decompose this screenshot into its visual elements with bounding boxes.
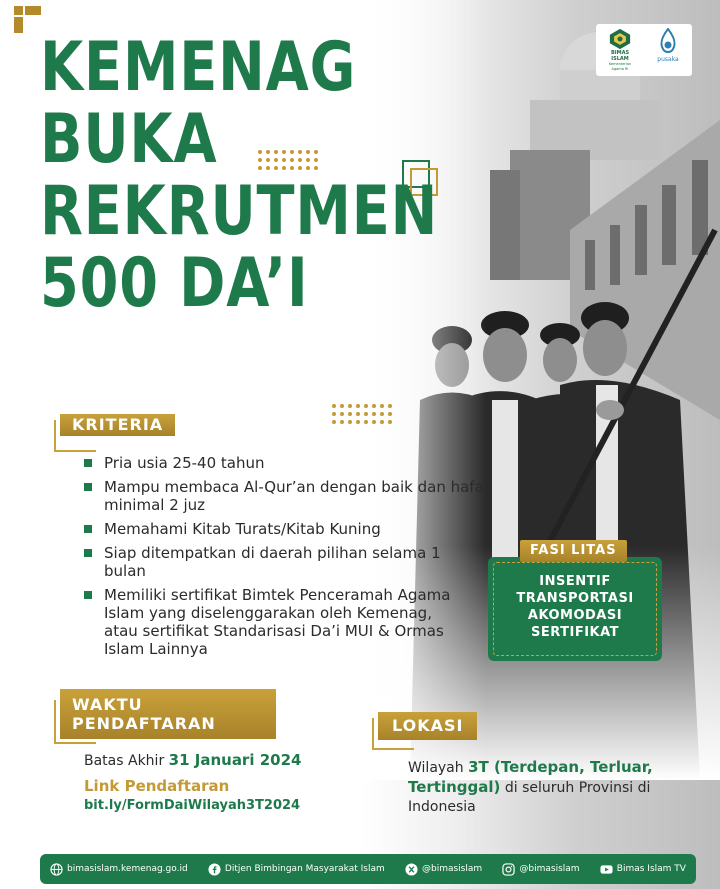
- headline-line: REKRUTMEN: [40, 172, 439, 251]
- lokasi-details: [408, 758, 698, 817]
- fasilitas-box: [488, 557, 662, 661]
- lokasi-prefix: Wilayah: [408, 760, 464, 776]
- instagram-icon: [502, 863, 515, 876]
- list-item: INSENTIF: [539, 574, 611, 589]
- kemenag-emblem-icon: [607, 28, 633, 50]
- footer-facebook-text: Ditjen Bimbingan Masyarakat Islam: [224, 864, 385, 874]
- waktu-title-line: WAKTU: [72, 695, 143, 714]
- footer-bar: [40, 854, 696, 884]
- headline-line: BUKA: [40, 100, 218, 179]
- list-item: Mampu membaca Al-Qur’an dengan baik dan hafal minimal 2 juz: [84, 478, 494, 514]
- footer-website-text: bimasislam.kemenag.go.id: [67, 864, 188, 874]
- registration-link[interactable]: bit.ly/FormDaiWilayah3T2024: [84, 798, 301, 813]
- list-item: Memiliki sertifikat Bimtek Penceramah Agama Islam yang diselenggarakan oleh Kemenag, atau sertifikat Standarisasi Da’i MUI & Ormas Islam Lainnya: [84, 586, 454, 658]
- footer-instagram-text: @bimasislam: [519, 864, 580, 874]
- list-item: Memahami Kitab Turats/Kitab Kuning: [84, 520, 504, 538]
- batas-date: 31 Januari 2024: [168, 751, 302, 769]
- list-item: SERTIFIKAT: [530, 625, 620, 640]
- list-item: Pria usia 25-40 tahun: [84, 454, 504, 472]
- pusaka-emblem-icon: [657, 28, 679, 56]
- kemenag-logo-subtext: Kementerian Agama RI: [608, 62, 632, 71]
- list-item: AKOMODASI: [527, 608, 623, 623]
- globe-icon: [50, 863, 63, 876]
- link-label: Link Pendaftaran: [84, 777, 230, 795]
- fasilitas-badge: FASI LITAS: [520, 540, 627, 562]
- lokasi-highlight: 3T (Terdepan, Terluar, Tertinggal): [408, 758, 653, 796]
- lokasi-badge: LOKASI: [378, 712, 477, 740]
- pusaka-logo: [651, 28, 685, 72]
- kriteria-list: [84, 454, 504, 664]
- footer-youtube-text: Bimas Islam TV: [616, 864, 686, 874]
- x-icon: [405, 863, 418, 876]
- facebook-icon: [208, 863, 221, 876]
- youtube-icon: [600, 863, 613, 876]
- list-item: Siap ditempatkan di daerah pilihan selama 1 bulan: [84, 544, 454, 580]
- waktu-details: [84, 750, 384, 815]
- batas-label: Batas Akhir: [84, 753, 165, 769]
- decorative-dots-icon: [332, 404, 392, 424]
- fasilitas-list: [488, 573, 662, 641]
- headline-line: 500 DA’I: [40, 244, 309, 323]
- logo-group: [596, 24, 692, 76]
- batas-akhir: [84, 750, 384, 771]
- list-item: TRANSPORTASI: [516, 591, 634, 606]
- kriteria-badge: KRITERIA: [60, 414, 175, 436]
- waktu-title-line: PENDAFTARAN: [72, 714, 216, 733]
- footer-x-text: @bimasislam: [421, 864, 483, 874]
- footer-facebook[interactable]: [208, 863, 385, 876]
- kemenag-logo-text: BIMAS ISLAM: [610, 50, 630, 62]
- kemenag-logo: [603, 28, 637, 72]
- footer-instagram[interactable]: [502, 863, 579, 876]
- pusaka-logo-text: pusaka: [657, 56, 679, 63]
- lokasi-suffix: di seluruh Provinsi di Indonesia: [408, 780, 651, 815]
- footer-x[interactable]: [405, 863, 482, 876]
- headline-line: KEMENAG: [40, 28, 357, 107]
- footer-website[interactable]: [50, 863, 188, 876]
- footer-youtube[interactable]: [600, 863, 686, 876]
- headline: [40, 28, 439, 323]
- waktu-badge: [60, 689, 276, 739]
